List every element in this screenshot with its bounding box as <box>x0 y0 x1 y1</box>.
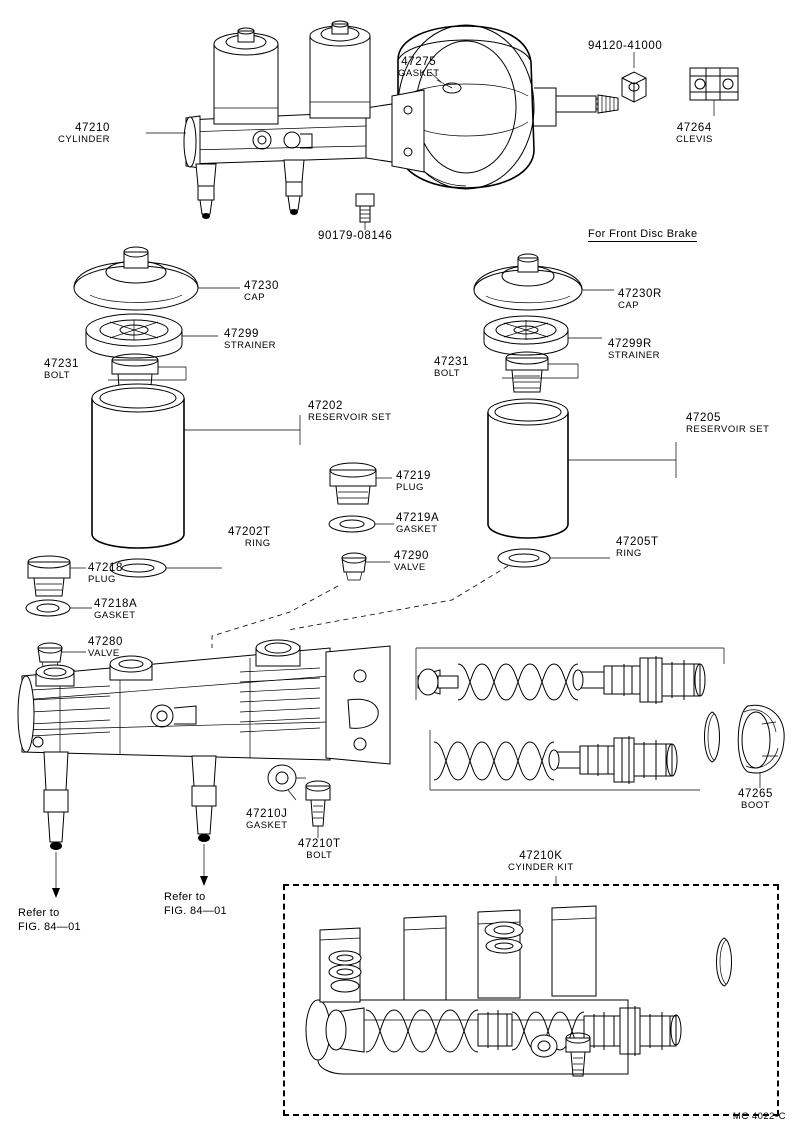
label-47218: 47218 PLUG <box>88 562 123 585</box>
plug-gasket-valve-left <box>26 556 92 670</box>
label-47280: 47280 VALVE <box>88 636 123 659</box>
master-cylinder-booster-assembly <box>146 21 738 230</box>
refer-note-2: Refer to FIG. 84—01 <box>164 891 227 917</box>
label-47205T: 47205T RING <box>616 536 659 559</box>
cylinder-kit-boundary <box>283 884 779 1116</box>
label-47219: 47219 PLUG <box>396 470 431 493</box>
label-47210K: 47210K CYINDER KIT <box>508 850 574 873</box>
label-47210: 47210 CYLINDER <box>58 122 111 145</box>
label-47231-right: 47231 BOLT <box>434 356 469 379</box>
label-47265: 47265 BOOT <box>738 788 773 811</box>
figure-code: MC 4022-C <box>732 1111 786 1122</box>
refer-note-1: Refer to FIG. 84—01 <box>18 907 81 933</box>
label-47210T: 47210T BOLT <box>298 838 341 861</box>
piston-assemblies <box>416 648 784 790</box>
label-47205: 47205 RESERVOIR SET <box>686 412 770 435</box>
label-47264: 47264 CLEVIS <box>676 122 713 145</box>
label-47202T: 47202T RING <box>228 526 271 549</box>
label-47290: 47290 VALVE <box>394 550 429 573</box>
label-94120-41000: 94120-41000 <box>588 40 663 52</box>
label-47231-left: 47231 BOLT <box>44 358 79 381</box>
plug-gasket-valve-center <box>212 463 394 648</box>
note-front-disc-brake: For Front Disc Brake <box>588 228 698 240</box>
label-47210J: 47210J GASKET <box>246 808 288 831</box>
label-47202: 47202 RESERVOIR SET <box>308 400 392 423</box>
label-47230: 47230 CAP <box>244 280 279 303</box>
label-47299: 47299 STRAINER <box>224 328 277 351</box>
label-47275: 47275 GASKET <box>398 56 440 79</box>
label-47218A: 47218A GASKET <box>94 598 138 621</box>
label-47219A: 47219A GASKET <box>396 512 440 535</box>
label-47230R: 47230R CAP <box>618 288 662 311</box>
label-47299R: 47299R STRAINER <box>608 338 661 361</box>
label-90179-08146: 90179-08146 <box>318 230 393 242</box>
